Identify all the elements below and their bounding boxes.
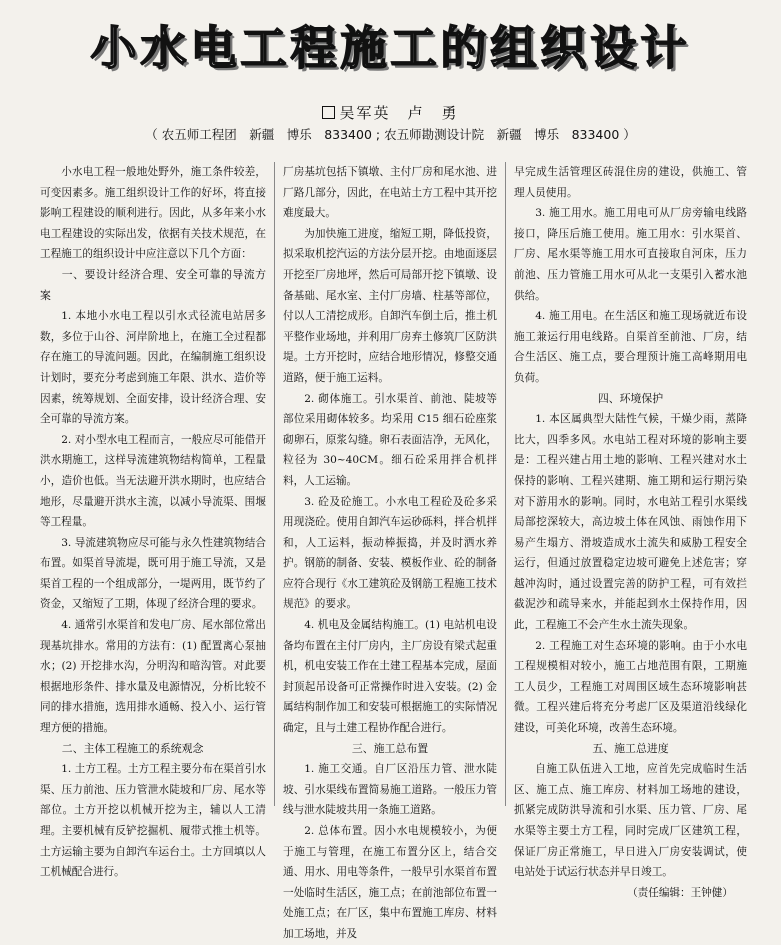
body-paragraph: 3. 施工用水。施工用电可从厂房旁输电线路接口，降压后施工使用。施工用水：引水渠首、厂房、尾水渠等施工用水可直接取自河床，压力前池、压力管施工用水可从北一支渠引入蓄水池供给。 — [514, 207, 747, 302]
editor-credit: （责任编辑：王钟健） — [627, 886, 733, 899]
body-paragraph: 为加快施工进度，缩短工期，降低投资，拟采取机挖汽运的方法分层开挖。由地面逐层开挖至厂房地坪，然后可局部开挖下镇墩、设备基础、尾水室、主付厂房墙、柱基等部位，付以人工清挖成形。自卸汽车倒土后，推土机平整作业场地，并利用厂房弃土修筑厂区防洪堤。土方开挖时，应结合地形情况，修整交通道路，便于施工运料。 — [283, 227, 497, 384]
square-icon — [322, 106, 335, 119]
body-paragraph: 4. 通常引水渠首和发电厂房、尾水部位常出现基坑排水。常用的方法有：(1) 配置离心泵抽水；(2) 开挖排水沟，分明沟和暗沟管。对此要根据地形条件、排水量及电源情况，分析比较不同的排水措施，选用排水通畅、投入小、运行管理方便的措施。 — [40, 619, 266, 735]
body-paragraph: 小水电工程一般地处野外，施工条件较差，可变因素多。施工组织设计工作的好坏，将直接影响工程建设的顺利进行。因此，从多年来小水电工程建设的实际出发，依据有关技术规范，在工程施工的组织设计中应注意以下几个方面： — [40, 166, 266, 261]
section-heading: 三、施工总布置 — [351, 741, 429, 755]
body-paragraph: 2. 砌体施工。引水渠首、前池、陡坡等部位采用砌体较多。均采用 C15 细石砼座浆砌卵石，原浆勾缝。卵石表面洁净，无风化，粒径为 30~40CM。细石砼采用拌合机拌料，人工运输。 — [283, 392, 497, 487]
body-paragraph: 2. 工程施工对生态环境的影响。由于小水电工程规模相对较小，施工占地范围有限，工期施工人员少，工程施工对周围区域生态环境影响甚微。工程兴建后将充分考虑厂区及渠道沿线绿化建设，可美化环境，改善生态环境。 — [514, 639, 747, 735]
body-paragraph: 2. 总体布置。因小水电规模较小，为便于施工与管理，在施工布置分区上，结合交通、用水、用电等条件，一般早引水渠首布置一处临时生活区，施工点；在前池部位布置一处施工点；在厂区，集中布置施工库房、材料加工场地，并及 — [283, 825, 497, 940]
section-heading: 二、主体工程施工的系统观念 — [61, 741, 204, 755]
body-paragraph: 1. 本区属典型大陆性气候，干燥少雨，蒸降比大，四季多风。水电站工程对环境的影响主要是：工程兴建占用土地的影响、工程兴建对水土保持的影响、工程兴建期、施工期和运行期污染对下游用水的影响。同时，水电站工程引水渠线局部挖深较大，高边坡土体在风蚀、雨蚀作用下易产生塌方、滑坡造成水土流失和威胁工程安全运行，但通过放置稳定边坡可避免上述危害；穿越冲沟时，通过设置完善的防护工程，可有效拦截泥沙和疏导来水，并能起到水土保持作用，因此，工程施工不会产生水土流失现象。 — [514, 413, 747, 632]
column-2 — [283, 162, 497, 940]
body-paragraph: 自施工队伍进入工地，应首先完成临时生活区、施工点、施工库房、材料加工场地的建设，抓紧完成防洪导流和引水渠、压力管、厂房、尾水渠等主要土方工程，同时完成厂区建筑工程，保证厂房正常施工，早日进入厂房安装调试，使电站处于试运行状态并早日竣工。 — [514, 763, 747, 879]
section-heading: 五、施工总进度 — [592, 741, 669, 755]
body-paragraph: 1. 施工交通。自厂区沿压力管、泄水陡坡、引水渠线布置简易施工道路。一般压力管线与泄水陡坡共用一条施工道路。 — [283, 763, 497, 817]
section-heading: 一、要设计经济合理、安全可靠的导流方案 — [40, 267, 266, 302]
author-names: 吴军英 卢 勇 — [339, 104, 459, 122]
body-paragraph: 1. 土方工程。土方工程主要分布在渠首引水渠、压力前池、压力管泄水陡坡和厂房、尾水等部位。土方开挖以机械开挖为主，辅以人工清理。主要机械有反铲挖掘机、履带式推土机等。土方运输主要为自卸汽车运台土。土方回填以人工机械配合进行。 — [40, 763, 266, 879]
authors — [0, 102, 781, 123]
section-heading: 四、环境保护 — [597, 391, 664, 405]
body-paragraph: 厂房基坑包括下镇墩、主付厂房和尾水池、进厂路几部分，因此，在电站土方工程中其开挖难度最大。 — [283, 166, 497, 220]
column-divider — [505, 162, 506, 806]
body-paragraph: 4. 机电及金属结构施工。(1) 电站机电设备均布置在主付厂房内，主厂房设有梁式起重机，机电安装工作在土建工程基本完成，屋面封顶起吊设备可正常操作时进入安装。(2) 金属结构制作加工和安装可根据施工的实际情况确定，且与土建工程协作配合进行。 — [283, 619, 497, 735]
body-paragraph: 1. 本地小水电工程以引水式径流电站居多数，多位于山谷、河岸阶地上，在施工全过程都存在施工的导流问题。因此，在编制施工组织设计划时，要充分考虑到施工年限、洪水、造价等因素，统筹规划、全面安排，设计经济合理、安全可靠的导流方案。 — [40, 310, 266, 426]
column-divider — [274, 162, 275, 806]
body-paragraph: 2. 对小型水电工程而言，一般应尽可能借开洪水期施工，这样导流建筑物结构简单，工程量小，造价也低。当无法避开洪水期时，也应结合地形，尽量避开洪水主流，以减小导流渠、围堰等工程量。 — [40, 433, 266, 529]
affiliation: （ 农五师工程团 新疆 博乐 833400 ; 农五师勘测设计院 新疆 博乐 833400 ） — [145, 127, 636, 142]
column-1 — [40, 162, 266, 879]
column-3 — [514, 162, 747, 899]
body-paragraph: 早完成生活管理区砖混住房的建设，供施工、管理人员使用。 — [514, 166, 747, 199]
body-paragraph: 3. 砼及砼施工。小水电工程砼及砼多采用现浇砼。使用自卸汽车运砂砾料，拌合机拌和，人工运料，振动棒振捣，并及时洒水养护。钢筋的制备、安装、模板作业、砼的制备应符合现行《水工建筑砼及钢筋工程施工技术规范》的要求。 — [283, 495, 497, 611]
article-title: 小水电工程施工的组织设计 — [90, 21, 691, 75]
body-paragraph: 4. 施工用电。在生活区和施工现场就近布设施工兼运行用电线路。自渠首至前池、厂房，结合生活区、施工点，要合理预计施工高峰期用电负荷。 — [514, 310, 747, 384]
body-paragraph: 3. 导流建筑物应尽可能与永久性建筑物结合布置。如渠首导流堤，既可用于施工导流，又是渠首工程的一个组成部分，一堤两用，既节约了资金，又缩短了工期，体现了经济合理的要求。 — [40, 536, 266, 611]
